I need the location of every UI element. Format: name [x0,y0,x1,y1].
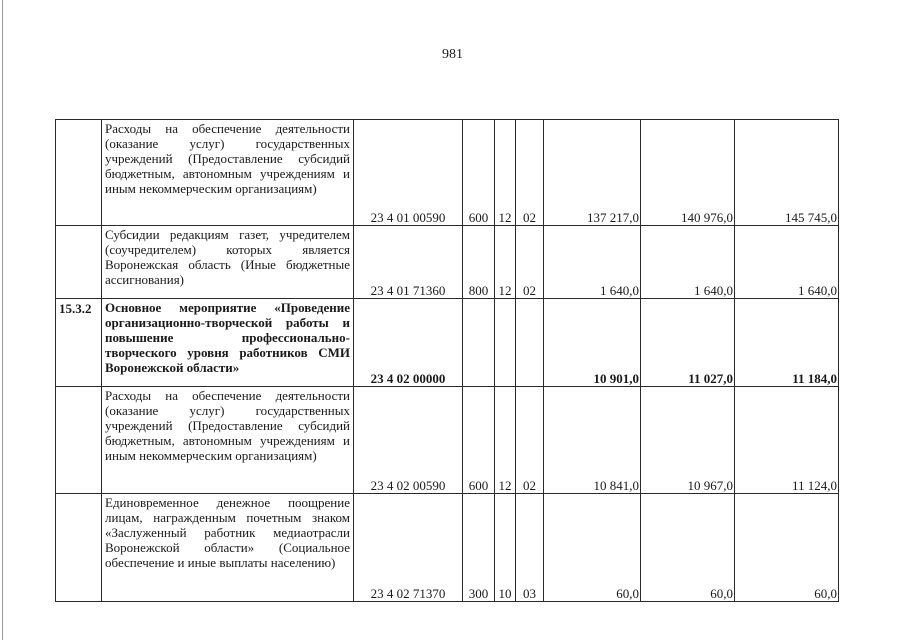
subsection: 02 [516,120,544,226]
table-row [56,387,839,494]
table-row [56,494,839,602]
row-number [56,387,102,494]
amount-year-2: 1 640,0 [641,226,735,299]
amount-year-1: 60,0 [544,494,641,602]
amount-year-3: 1 640,0 [735,226,839,299]
amount-year-3: 145 745,0 [735,120,839,226]
table-row [56,120,839,226]
section: 12 [495,226,516,299]
subsection: 02 [516,387,544,494]
amount-year-1: 137 217,0 [544,120,641,226]
row-name: Субсидии редакциям газет, учредителем (соучредителем) которых является Воронежская область (Иные бюджетные ассигнования) [102,226,354,299]
amount-year-3: 11 124,0 [735,387,839,494]
expense-type [463,299,495,387]
row-number [56,120,102,226]
target-code: 23 4 02 00590 [354,387,463,494]
subsection: 03 [516,494,544,602]
row-name: Единовременное денежное поощрение лицам, награжденным почетным знаком «Заслуженный работник медиаотрасли Воронежской области» (Социальное обеспечение и иные выплаты населению) [102,494,354,602]
subsection [516,299,544,387]
amount-year-3: 60,0 [735,494,839,602]
target-code: 23 4 01 00590 [354,120,463,226]
expense-type: 800 [463,226,495,299]
target-code: 23 4 01 71360 [354,226,463,299]
amount-year-2: 140 976,0 [641,120,735,226]
section [495,299,516,387]
budget-table [55,119,839,602]
page-number: 981 [442,47,463,62]
scan-edge-line [2,0,3,640]
amount-year-2: 60,0 [641,494,735,602]
amount-year-1: 10 841,0 [544,387,641,494]
row-number [56,494,102,602]
expense-type: 600 [463,120,495,226]
table-row [56,226,839,299]
section: 12 [495,387,516,494]
amount-year-2: 11 027,0 [641,299,735,387]
expense-type: 300 [463,494,495,602]
row-number [56,226,102,299]
row-name: Расходы на обеспечение деятельности (оказание услуг) государственных учреждений (Предоставление субсидий бюджетным, автономным учреждениям и иным некоммерческим организациям) [102,120,354,226]
target-code: 23 4 02 71370 [354,494,463,602]
section: 10 [495,494,516,602]
amount-year-3: 11 184,0 [735,299,839,387]
section: 12 [495,120,516,226]
amount-year-2: 10 967,0 [641,387,735,494]
row-name: Основное мероприятие «Проведение организационно-творческой работы и повышение профессионально-творческого уровня работников СМИ Воронежской области» [102,299,354,387]
expense-type: 600 [463,387,495,494]
table-row [56,299,839,387]
subsection: 02 [516,226,544,299]
row-name: Расходы на обеспечение деятельности (оказание услуг) государственных учреждений (Предоставление субсидий бюджетным, автономным учреждениям и иным некоммерческим организациям) [102,387,354,494]
amount-year-1: 1 640,0 [544,226,641,299]
target-code: 23 4 02 00000 [354,299,463,387]
amount-year-1: 10 901,0 [544,299,641,387]
row-number: 15.3.2 [56,299,102,387]
